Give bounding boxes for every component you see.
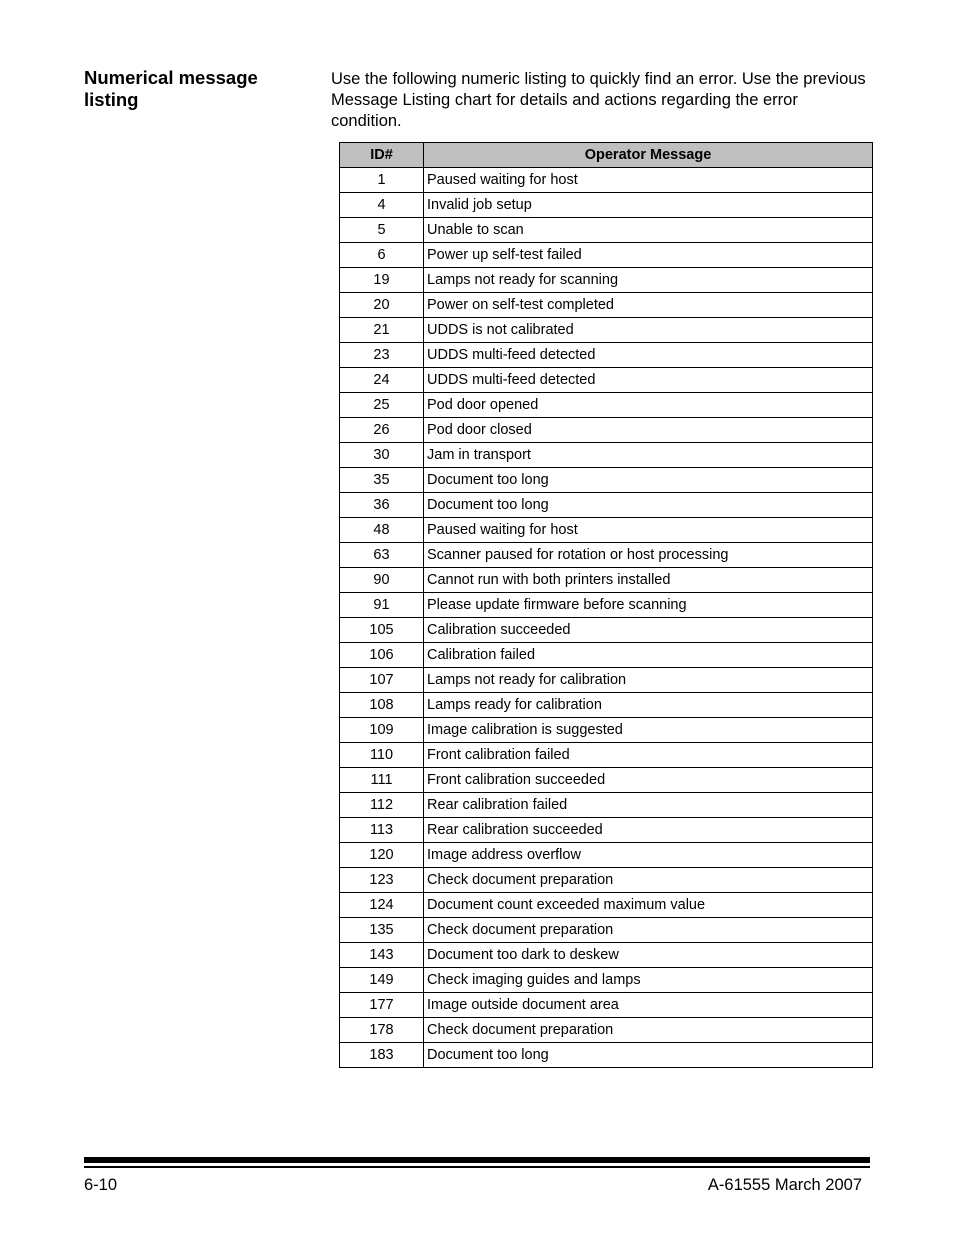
message-id-cell: 21 — [340, 318, 424, 343]
operator-message-cell: Lamps not ready for scanning — [424, 268, 873, 293]
operator-message-cell: Image address overflow — [424, 843, 873, 868]
message-id-cell: 1 — [340, 168, 424, 193]
table-row — [340, 818, 873, 843]
table-row — [340, 743, 873, 768]
table-row — [340, 643, 873, 668]
message-id-cell: 149 — [340, 968, 424, 993]
table-row — [340, 843, 873, 868]
message-id-cell: 63 — [340, 543, 424, 568]
message-id-cell: 6 — [340, 243, 424, 268]
message-id-cell: 91 — [340, 593, 424, 618]
message-id-cell: 109 — [340, 718, 424, 743]
operator-message-cell: Paused waiting for host — [424, 168, 873, 193]
table-row — [340, 718, 873, 743]
table-row — [340, 568, 873, 593]
operator-message-cell: Check imaging guides and lamps — [424, 968, 873, 993]
table-row — [340, 593, 873, 618]
message-id-cell: 20 — [340, 293, 424, 318]
operator-message-cell: Rear calibration failed — [424, 793, 873, 818]
operator-message-cell: Check document preparation — [424, 918, 873, 943]
table-row — [340, 293, 873, 318]
table-row — [340, 243, 873, 268]
table-row — [340, 218, 873, 243]
table-row — [340, 343, 873, 368]
operator-message-cell: Image outside document area — [424, 993, 873, 1018]
message-id-cell: 124 — [340, 893, 424, 918]
message-id-cell: 36 — [340, 493, 424, 518]
footer-rule-thin — [84, 1166, 870, 1168]
operator-message-cell: Please update firmware before scanning — [424, 593, 873, 618]
numerical-message-table — [339, 142, 873, 1068]
table-row — [340, 318, 873, 343]
table-row — [340, 1018, 873, 1043]
operator-message-cell: UDDS multi-feed detected — [424, 368, 873, 393]
message-id-cell: 113 — [340, 818, 424, 843]
operator-message-cell: Power on self-test completed — [424, 293, 873, 318]
table-row — [340, 193, 873, 218]
column-header-message: Operator Message — [424, 143, 873, 168]
table-row — [340, 768, 873, 793]
document-info: A-61555 March 2007 — [707, 1176, 862, 1194]
footer-rule-thick — [84, 1157, 870, 1163]
message-id-cell: 110 — [340, 743, 424, 768]
operator-message-cell: Pod door closed — [424, 418, 873, 443]
message-id-cell: 105 — [340, 618, 424, 643]
message-id-cell: 177 — [340, 993, 424, 1018]
section-heading: Numerical message listing — [84, 67, 258, 110]
message-id-cell: 48 — [340, 518, 424, 543]
operator-message-cell: Paused waiting for host — [424, 518, 873, 543]
operator-message-cell: Lamps not ready for calibration — [424, 668, 873, 693]
operator-message-cell: Front calibration failed — [424, 743, 873, 768]
operator-message-cell: Unable to scan — [424, 218, 873, 243]
message-id-cell: 120 — [340, 843, 424, 868]
message-id-cell: 90 — [340, 568, 424, 593]
operator-message-cell: Document too dark to deskew — [424, 943, 873, 968]
message-id-cell: 30 — [340, 443, 424, 468]
column-header-id: ID# — [340, 143, 424, 168]
message-id-cell: 112 — [340, 793, 424, 818]
message-id-cell: 26 — [340, 418, 424, 443]
operator-message-cell: Power up self-test failed — [424, 243, 873, 268]
operator-message-cell: Cannot run with both printers installed — [424, 568, 873, 593]
table-row — [340, 468, 873, 493]
operator-message-cell: Jam in transport — [424, 443, 873, 468]
table-row — [340, 168, 873, 193]
table-row — [340, 618, 873, 643]
operator-message-cell: Check document preparation — [424, 868, 873, 893]
operator-message-cell: UDDS multi-feed detected — [424, 343, 873, 368]
operator-message-cell: Rear calibration succeeded — [424, 818, 873, 843]
operator-message-cell: Calibration succeeded — [424, 618, 873, 643]
operator-message-cell: Document too long — [424, 468, 873, 493]
operator-message-cell: Pod door opened — [424, 393, 873, 418]
table-row — [340, 418, 873, 443]
table-row — [340, 993, 873, 1018]
page-number: 6-10 — [84, 1176, 118, 1194]
table-row — [340, 968, 873, 993]
operator-message-cell: Front calibration succeeded — [424, 768, 873, 793]
table-row — [340, 1043, 873, 1068]
operator-message-cell: Document too long — [424, 493, 873, 518]
table-row — [340, 868, 873, 893]
table-row — [340, 918, 873, 943]
table-row — [340, 543, 873, 568]
operator-message-cell: Document too long — [424, 1043, 873, 1068]
message-id-cell: 19 — [340, 268, 424, 293]
message-id-cell: 5 — [340, 218, 424, 243]
table-row — [340, 518, 873, 543]
table-row — [340, 493, 873, 518]
intro-paragraph: Use the following numeric listing to quickly find an error. Use the previous Message Listing chart for details and actions regarding the error condition. — [331, 70, 866, 130]
operator-message-cell: Invalid job setup — [424, 193, 873, 218]
message-id-cell: 111 — [340, 768, 424, 793]
table-row — [340, 268, 873, 293]
message-id-cell: 24 — [340, 368, 424, 393]
operator-message-cell: Calibration failed — [424, 643, 873, 668]
operator-message-cell: Scanner paused for rotation or host processing — [424, 543, 873, 568]
message-id-cell: 123 — [340, 868, 424, 893]
table-row — [340, 443, 873, 468]
operator-message-cell: Document count exceeded maximum value — [424, 893, 873, 918]
operator-message-cell: Lamps ready for calibration — [424, 693, 873, 718]
table-body — [340, 168, 873, 1068]
message-id-cell: 25 — [340, 393, 424, 418]
message-id-cell: 106 — [340, 643, 424, 668]
message-id-cell: 183 — [340, 1043, 424, 1068]
table-row — [340, 793, 873, 818]
message-id-cell: 143 — [340, 943, 424, 968]
message-id-cell: 23 — [340, 343, 424, 368]
message-id-cell: 178 — [340, 1018, 424, 1043]
message-id-cell: 35 — [340, 468, 424, 493]
table-row — [340, 393, 873, 418]
table-row — [340, 943, 873, 968]
table-row — [340, 368, 873, 393]
message-id-cell: 4 — [340, 193, 424, 218]
table-row — [340, 693, 873, 718]
operator-message-cell: Image calibration is suggested — [424, 718, 873, 743]
table-header-row — [340, 143, 873, 168]
message-id-cell: 135 — [340, 918, 424, 943]
table-row — [340, 668, 873, 693]
operator-message-cell: UDDS is not calibrated — [424, 318, 873, 343]
operator-message-cell: Check document preparation — [424, 1018, 873, 1043]
message-id-cell: 108 — [340, 693, 424, 718]
message-id-cell: 107 — [340, 668, 424, 693]
table-row — [340, 893, 873, 918]
